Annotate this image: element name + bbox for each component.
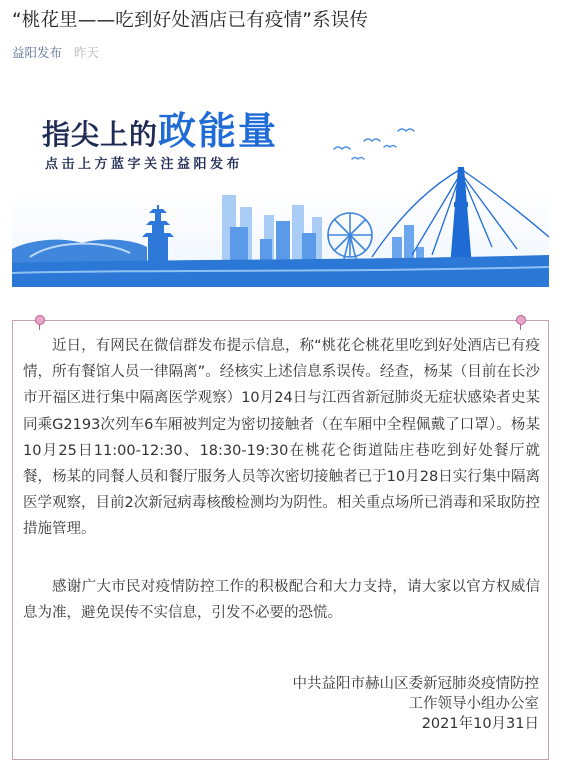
slogan-emphasis: 政能量 [158,109,279,153]
article-title: “桃花里——吃到好处酒店已有疫情”系误传 [12,10,369,31]
header-banner-image [12,87,549,287]
notice-paragraph-1: 近日，有网民在微信群发布提示信息，称“桃花仑桃花里吃到好处酒店已有疫情，所有餐馆人员一律隔离”。经核实上述信息系误传。经查，杨某（目前在长沙市开福区进行集中隔离医学观察）10月24日与江西省新冠肺炎无症状感染者史某同乘G2193次列车6车厢被判定为密切接触者（在车厢中全程佩戴了口罩）。杨某10月25日11:00-12:30、18:30-19:30在桃花仑街道陆庄巷吃到好处餐厅就餐，杨某的同餐人员和餐厅服务人员等次密切接触者已于10月28日实行集中隔离医学观察，目前2次新冠病毒核酸检测均为阴性。相关重点场所已消毒和采取防控措施管理。 [23,338,540,538]
notice-paragraph-2: 感谢广大市民对疫情防控工作的积极配合和大力支持，请大家以官方权威信息为准，避免误传不实信息，引发不必要的恐慌。 [23,579,540,622]
publish-time: 昨天 [74,45,100,60]
banner-subtitle: 点击上方蓝字关注益阳发布 [45,157,244,172]
signature-line-2: 工作领导小组办公室 [408,696,539,712]
article-meta [12,44,99,62]
signature-line-1: 中共益阳市赫山区委新冠肺炎疫情防控 [292,676,539,692]
signature-date: 2021年10月31日 [421,716,539,732]
pin-icon [516,315,526,325]
pin-icon [35,315,45,325]
banner-slogan [42,111,278,155]
account-name-link[interactable]: 益阳发布 [12,45,63,60]
slogan-prefix: 指尖上的 [42,118,159,151]
notice-signature [293,674,540,734]
notice-box [12,320,549,760]
